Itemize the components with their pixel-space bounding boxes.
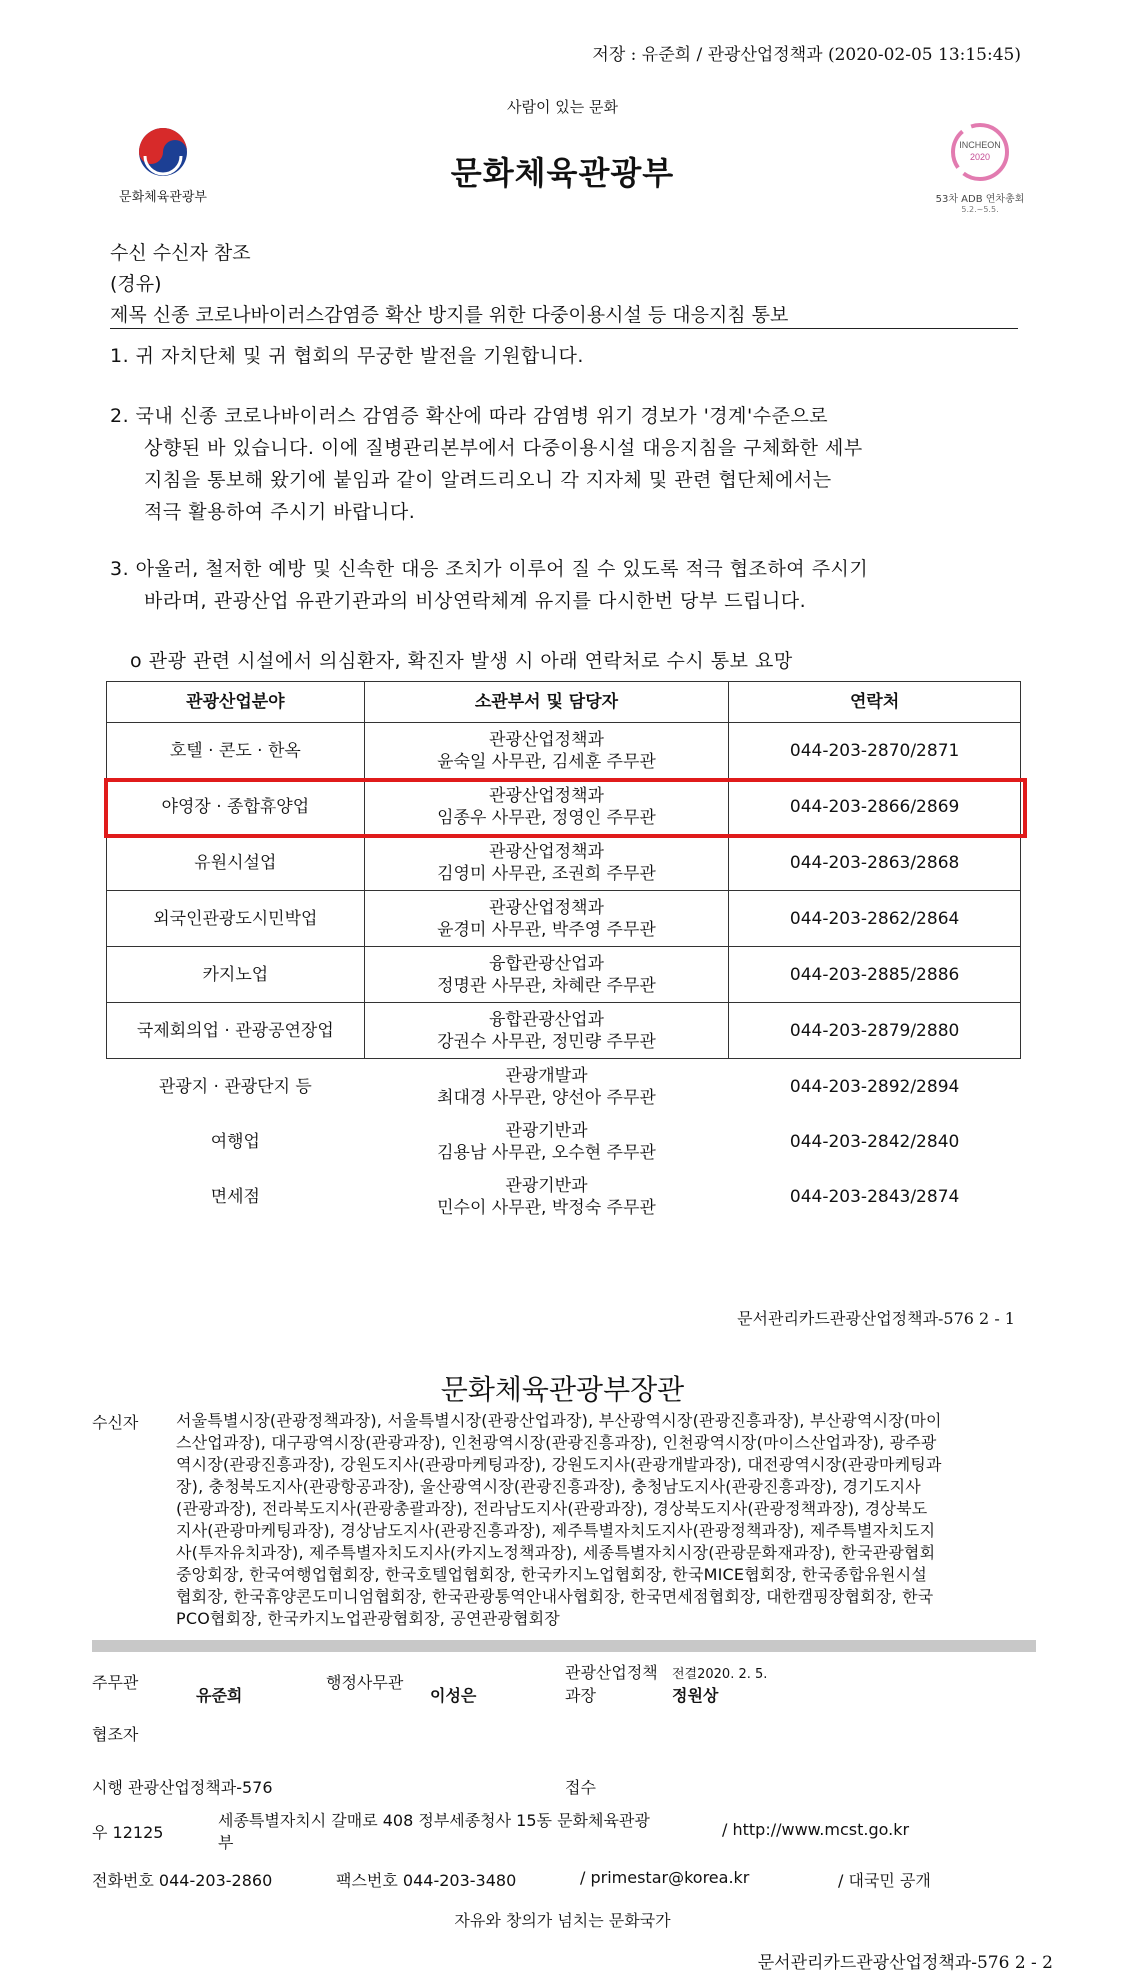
table-row — [107, 1114, 1021, 1169]
contacts-table — [106, 681, 1021, 1224]
row-phone: 044-203-2879/2880 — [729, 1003, 1021, 1059]
recipients-line: (관광과장), 전라북도지사(관광총괄과장), 전라남도지사(관광과장), 경상북도지사(관광정책과장), 경상북도 — [176, 1499, 928, 1518]
email-link[interactable]: / primestar@korea.kr — [580, 1868, 750, 1887]
dept-staff: 윤경미 사무관, 박주영 주무관 — [437, 919, 656, 940]
table-row — [107, 835, 1021, 891]
recipients-line: 스산업과장), 대구광역시장(관광과장), 인천광역시장(관광진흥과장), 인천광역시장(마이스산업과장), 광주광 — [176, 1433, 937, 1452]
paragraph-2-line-1: 2. 국내 신종 코로나바이러스 감염증 확산에 따라 감염병 위기 경보가 '경계'수준으로 — [110, 405, 829, 427]
paragraph-2-line-2: 상향된 바 있습니다. 이에 질병관리본부에서 다중이용시설 대응지침을 구체화한 세부 — [144, 437, 863, 459]
approver-name: 정원상 — [672, 1686, 719, 1705]
save-info: 저장 : 유준희 / 관광산업정책과 (2020-02-05 13:15:45) — [592, 45, 1021, 65]
fax-number: 팩스번호 044-203-3480 — [336, 1871, 517, 1890]
row-phone: 044-203-2866/2869 — [729, 779, 1021, 835]
row-dept — [364, 947, 729, 1003]
dept-staff: 민수이 사무관, 박정숙 주무관 — [437, 1197, 656, 1218]
dept-staff: 강권수 사무관, 정민량 주무관 — [437, 1031, 656, 1052]
adb-logo-label: 53차 ADB 연차총회 — [935, 194, 1025, 205]
row-dept — [364, 1114, 729, 1169]
ministry-logo-label: 문화체육관광부 — [119, 190, 207, 205]
paragraph-2-line-3: 지침을 통보해 왔기에 붙임과 같이 알려드리오니 각 지자체 및 관련 협단체에서는 — [144, 469, 832, 491]
adb-logo-title: INCHEON — [959, 140, 1001, 150]
paragraph-1-text: 1. 귀 자치단체 및 귀 협회의 무궁한 발전을 기원합니다. — [110, 345, 584, 367]
row-field: 여행업 — [210, 1131, 260, 1152]
row-dept — [364, 1169, 729, 1224]
tel-number: 전화번호 044-203-2860 — [92, 1871, 273, 1890]
table-row — [107, 1059, 1021, 1115]
paragraph-2-line-4: 적극 활용하여 주시기 바랍니다. — [144, 501, 416, 523]
paragraph-3-line-1: 3. 아울러, 철저한 예방 및 신속한 대응 조치가 이루어 질 수 있도록 적극 협조하여 주시기 — [110, 558, 869, 580]
recipients-line: 역시장(관광진흥과장), 강원도지사(관광마케팅과장), 강원도지사(관광개발과장), 대전광역시장(관광마케팅과 — [176, 1455, 942, 1474]
paragraph-3 — [110, 553, 1020, 617]
table-row — [107, 947, 1021, 1003]
dept-name: 관광기반과 — [505, 1175, 588, 1196]
recipients-list — [176, 1410, 1038, 1630]
table-header-field: 관광산업분야 — [107, 682, 365, 723]
row-field: 국제회의업 · 관광공연장업 — [107, 1003, 365, 1059]
bullet-note: o 관광 관련 시설에서 의심환자, 확진자 발생 시 아래 연락처로 수시 통보 요망 — [130, 650, 793, 672]
ministry-logo — [108, 126, 218, 205]
recipients-line: PCO협회장, 한국카지노업관광협회장, 공연관광협회장 — [176, 1609, 560, 1628]
dept-name: 관광산업정책과 — [488, 729, 604, 750]
row-phone: 044-203-2843/2874 — [789, 1186, 960, 1207]
staff-label: 주무관 — [92, 1673, 139, 1692]
recipients-label: 수신자 — [92, 1413, 139, 1432]
row-phone: 044-203-2862/2864 — [729, 891, 1021, 947]
row-field: 야영장 · 종합휴양업 — [107, 779, 365, 835]
table-row — [107, 1169, 1021, 1224]
row-field: 카지노업 — [107, 947, 365, 1003]
recipients-line: 장), 충청북도지사(관광항공과장), 울산광역시장(관광진흥과장), 충청남도지사(관광진흥과장), 경기도지사 — [176, 1477, 921, 1496]
row-field: 외국인관광도시민박업 — [107, 891, 365, 947]
memo-recipient: 수신 수신자 참조 — [110, 242, 251, 264]
page-1-footer: 문서관리카드관광산업정책과-576 2 - 1 — [737, 1309, 1015, 1328]
dept-name: 관광산업정책과 — [488, 841, 604, 862]
approver-label: 관광산업정책 — [565, 1663, 658, 1682]
address-line-1: 세종특별자치시 갈매로 408 정부세종청사 15동 문화체육관광 — [218, 1811, 650, 1830]
postal-code: 우 12125 — [92, 1823, 164, 1842]
table-row — [107, 723, 1021, 779]
divider-bar — [92, 1640, 1036, 1652]
dept-staff: 최대경 사무관, 양선아 주무관 — [437, 1087, 656, 1108]
public-disclosure: / 대국민 공개 — [838, 1871, 931, 1890]
website-link[interactable]: / http://www.mcst.go.kr — [722, 1820, 910, 1839]
minister-title: 문화체육관광부장관 — [440, 1373, 685, 1406]
row-dept — [364, 835, 729, 891]
recipients-line: 사(투자유치과장), 제주특별자치도지사(카지노정책과장), 세종특별자치시장(관광문화재과장), 한국관광협회 — [176, 1543, 936, 1562]
officer-label: 행정사무관 — [326, 1673, 404, 1692]
subject-rule — [110, 328, 1018, 329]
dept-name: 관광개발과 — [505, 1065, 588, 1086]
dept-staff: 김용남 사무관, 오수현 주무관 — [437, 1142, 656, 1163]
recipients-line: 협회장, 한국휴양콘도미니엄협회장, 한국관광통역안내사협회장, 한국면세점협회장, 대한캠핑장협회장, 한국 — [176, 1587, 934, 1606]
row-dept — [364, 1003, 729, 1059]
row-dept — [364, 1059, 729, 1115]
row-field: 관광지 · 관광단지 등 — [158, 1076, 312, 1097]
dept-staff: 정명관 사무관, 차혜란 주무관 — [437, 975, 656, 996]
row-dept — [364, 723, 729, 779]
dept-staff: 윤숙일 사무관, 김세훈 주무관 — [437, 751, 656, 772]
approver-label-2: 과장 — [565, 1686, 596, 1705]
dept-staff: 임종우 사무관, 정영인 주무관 — [437, 807, 656, 828]
row-phone: 044-203-2870/2871 — [729, 723, 1021, 779]
taegeuk-icon — [137, 126, 189, 178]
dept-name: 융합관광산업과 — [488, 1009, 604, 1030]
receipt-label: 접수 — [565, 1778, 596, 1797]
memo-subject: 제목 신종 코로나바이러스감염증 확산 방지를 위한 다중이용시설 등 대응지침 통보 — [110, 304, 789, 326]
row-phone: 044-203-2863/2868 — [729, 835, 1021, 891]
adb-logo — [920, 122, 1040, 214]
adb-logo-year: 2020 — [969, 152, 991, 162]
cooperator-label: 협조자 — [92, 1725, 139, 1744]
adb-incheon-icon — [944, 122, 1016, 184]
paragraph-3-line-2: 바라며, 관광산업 유관기관과의 비상연락체계 유지를 다시한번 당부 드립니다. — [144, 590, 807, 612]
officer-name: 이성은 — [430, 1686, 477, 1705]
row-phone: 044-203-2842/2840 — [789, 1131, 960, 1152]
dept-name: 관광산업정책과 — [488, 897, 604, 918]
paragraph-2 — [110, 400, 1020, 528]
row-dept — [364, 891, 729, 947]
row-field: 호텔 · 콘도 · 한옥 — [107, 723, 365, 779]
slogan: 사람이 있는 문화 — [507, 98, 618, 116]
approval-date: 전결2020. 2. 5. — [672, 1667, 768, 1682]
enforcement-info: 시행 관광산업정책과-576 — [92, 1778, 273, 1797]
row-phone: 044-203-2892/2894 — [789, 1076, 960, 1097]
table-header-dept: 소관부서 및 담당자 — [364, 682, 729, 723]
dept-name: 융합관광산업과 — [488, 953, 604, 974]
table-row — [107, 1003, 1021, 1059]
ministry-title: 문화체육관광부 — [450, 154, 675, 192]
staff-name: 유준희 — [196, 1686, 243, 1705]
dept-staff: 김영미 사무관, 조권희 주무관 — [437, 863, 656, 884]
slogan-bottom: 자유와 창의가 넘치는 문화국가 — [454, 1911, 671, 1930]
dept-name: 관광기반과 — [505, 1120, 588, 1141]
recipients-line: 서울특별시장(관광정책과장), 서울특별시장(관광산업과장), 부산광역시장(관광진흥과장), 부산광역시장(마이 — [176, 1411, 942, 1430]
dept-name: 관광산업정책과 — [488, 785, 604, 806]
memo-via: (경유) — [110, 273, 162, 295]
table-header-phone: 연락처 — [729, 682, 1021, 723]
row-field: 유원시설업 — [107, 835, 365, 891]
page-2-footer: 문서관리카드관광산업정책과-576 2 - 2 — [757, 1953, 1053, 1973]
row-field: 면세점 — [210, 1186, 260, 1207]
table-header-row — [107, 682, 1021, 723]
adb-logo-date: 5.2.~5.5. — [961, 205, 999, 214]
address-line-2: 부 — [218, 1833, 234, 1852]
recipients-line: 지사(관광마케팅과장), 경상남도지사(관광진흥과장), 제주특별자치도지사(관광정책과장), 제주특별자치도지 — [176, 1521, 936, 1540]
highlight-box — [104, 778, 1027, 838]
table-row — [107, 891, 1021, 947]
row-phone: 044-203-2885/2886 — [729, 947, 1021, 1003]
paragraph-1 — [110, 340, 1020, 372]
recipients-line: 중앙회장, 한국여행업협회장, 한국호텔업협회장, 한국카지노업협회장, 한국MICE협회장, 한국종합유원시설 — [176, 1565, 928, 1584]
